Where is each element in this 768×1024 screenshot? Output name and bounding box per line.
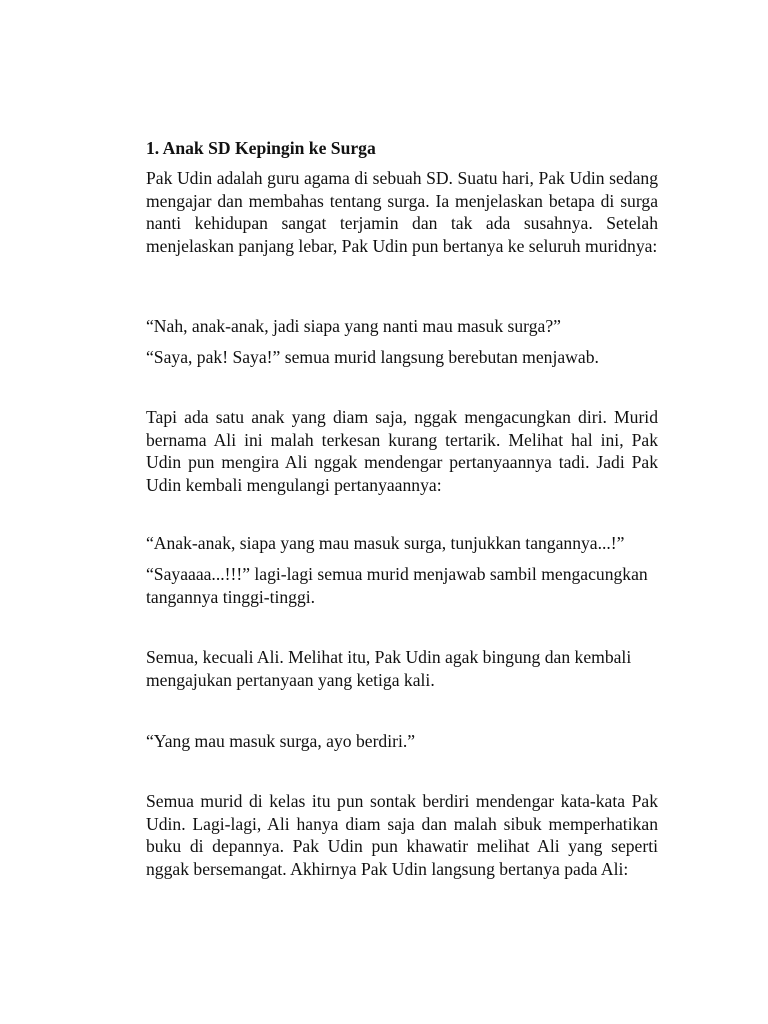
paragraph-question-1: “Nah, anak-anak, jadi siapa yang nanti mau masuk surga?” <box>146 316 561 336</box>
paragraph-intro: Pak Udin adalah guru agama di sebuah SD. Suatu hari, Pak Udin sedang mengajar dan membahas tentang surga. Ia menjelaskan betapa di surga nanti kehidupan sangat terjamin dan tak ada susahnya. Setelah menjelaskan panjang lebar, Pak Udin pun bertanya ke seluruh muridnya: <box>146 168 658 256</box>
story-title: 1. Anak SD Kepingin ke Surga <box>146 138 376 158</box>
paragraph-ali-asked: Semua murid di kelas itu pun sontak berdiri mendengar kata-kata Pak Udin. Lagi-lagi, Ali hanya diam saja dan malah sibuk memperhatikan buku di depannya. Pak Udin pun khawatir melihat Ali yang seperti nggak bersemangat. Akhirnya Pak Udin langsung bertanya pada Ali: <box>146 791 658 879</box>
paragraph-answer-2: “Sayaaaa...!!!” lagi-lagi semua murid menjawab sambil mengacungkan tangannya tinggi-tinggi. <box>146 564 648 607</box>
paragraph-ali-silent: Tapi ada satu anak yang diam saja, nggak mengacungkan diri. Murid bernama Ali ini malah terkesan kurang tertarik. Melihat hal ini, Pak Udin pun mengira Ali nggak mendengar pertanyaannya tadi. Jadi Pak Udin kembali mengulangi pertanyaannya: <box>146 407 658 495</box>
paragraph-answer-1: “Saya, pak! Saya!” semua murid langsung berebutan menjawab. <box>146 347 599 367</box>
paragraph-question-2: “Anak-anak, siapa yang mau masuk surga, tunjukkan tangannya...!” <box>146 533 625 553</box>
paragraph-except-ali: Semua, kecuali Ali. Melihat itu, Pak Udin agak bingung dan kembali mengajukan pertanyaan yang ketiga kali. <box>146 647 632 690</box>
paragraph-question-3: “Yang mau masuk surga, ayo berdiri.” <box>146 731 416 751</box>
